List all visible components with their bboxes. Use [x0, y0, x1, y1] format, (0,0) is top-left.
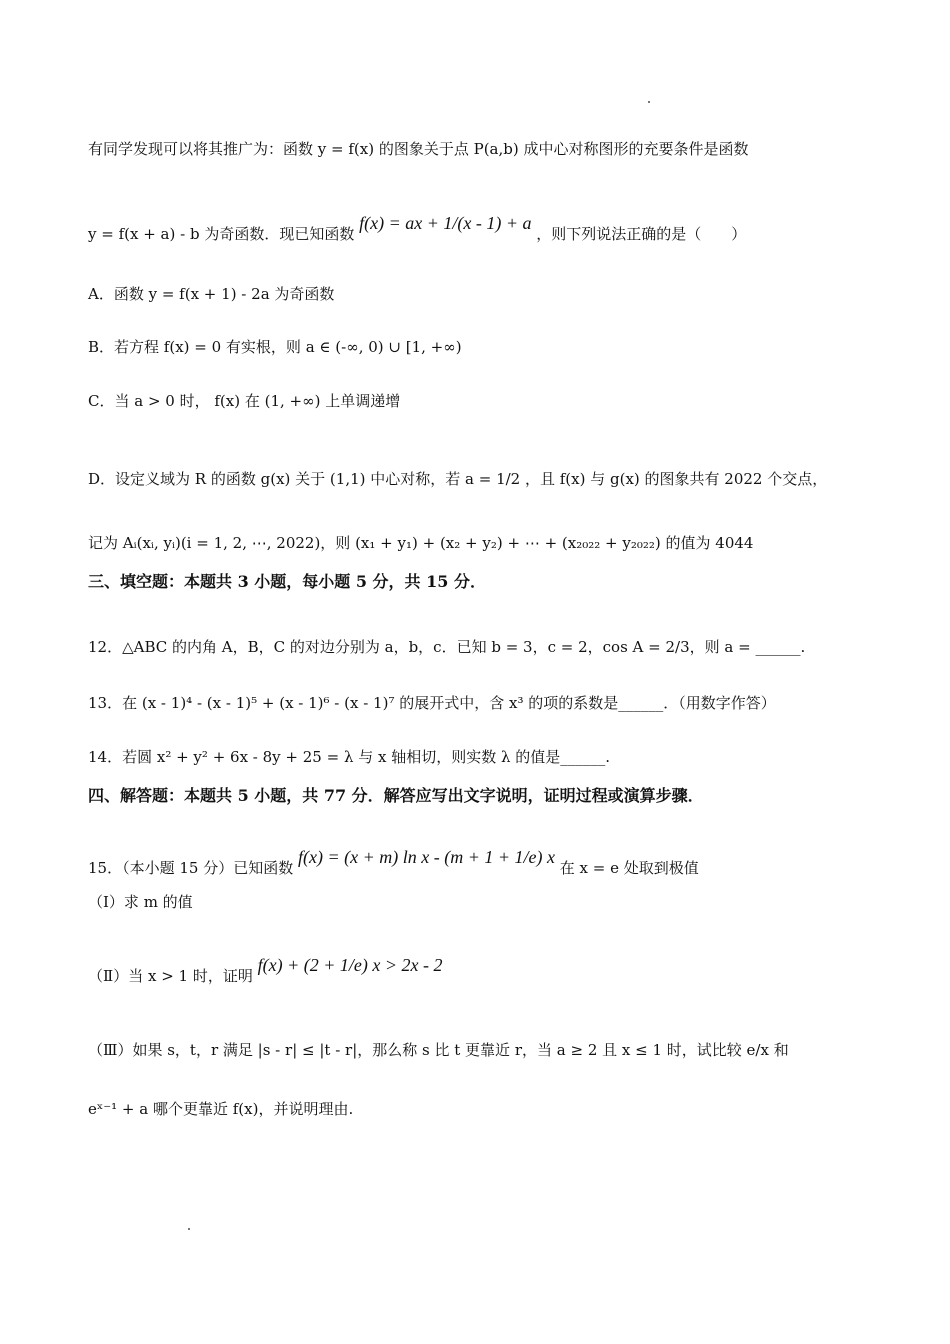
- section-heading-fill-blank: 三、填空题：本题共 3 小题，每小题 5 分，共 15 分．: [88, 572, 486, 591]
- option-d-line-2: 记为 Aᵢ(xᵢ, yᵢ)(i = 1, 2, ⋯, 2022)，则 (x₁ + y₁) + (x₂ + y₂) + ⋯ + (x₂₀₂₂ + y₂₀₂₂) 的值为 4044: [88, 534, 754, 552]
- scan-dot: [648, 101, 650, 103]
- part-3-continued: eˣ⁻¹ + a 哪个更靠近 f(x)，并说明理由.: [88, 1100, 354, 1118]
- intro-line-2: [88, 213, 870, 245]
- question-14: 14．若圆 x² + y² + 6x - 8y + 25 = λ 与 x 轴相切，则实数 λ 的值是______.: [88, 748, 611, 766]
- intro-line-2c: ，则下列说法正确的是（ ）: [536, 225, 747, 243]
- option-d-line-1: D．设定义域为 R 的函数 g(x) 关于 (1,1) 中心对称，若 a = 1/2 ，且 f(x) 与 g(x) 的图象共有 2022 个交点，: [88, 470, 828, 488]
- function-definition: f(x) = ax + 1/(x - 1) + a: [359, 213, 532, 233]
- question-12: 12．△ABC 的内角 A，B，C 的对边分别为 a，b，c．已知 b = 3，c = 2，cos A = 2/3，则 a = ______.: [88, 638, 806, 656]
- question-15-suffix: 在 x = e 处取到极值: [559, 859, 699, 877]
- question-15: [88, 847, 870, 879]
- intro-line: 有同学发现可以将其推广为：函数 y = f(x) 的图象关于点 P(a,b) 成中心对称图形的充要条件是函数: [88, 140, 749, 158]
- scan-dot: [188, 1228, 190, 1230]
- section-heading-answer: 四、解答题：本题共 5 小题，共 77 分．解答应写出文字说明，证明过程或演算步骤．: [88, 786, 704, 805]
- part-2-inequality: f(x) + (2 + 1/e) x > 2x - 2: [257, 955, 443, 975]
- question-15-function: f(x) = (x + m) ln x - (m + 1 + 1/e) x: [298, 847, 555, 867]
- part-1: （Ⅰ）求 m 的值: [88, 893, 193, 911]
- part-3: （Ⅲ）如果 s，t，r 满足 |s - r| ≤ |t - r|，那么称 s 比 t 更靠近 r，当 a ≥ 2 且 x ≤ 1 时，试比较 e/x 和: [88, 1041, 789, 1059]
- question-15-prefix: 15．（本小题 15 分）已知函数: [88, 859, 294, 877]
- option-a: A．函数 y = f(x + 1) - 2a 为奇函数: [88, 285, 335, 303]
- option-c: C．当 a > 0 时， f(x) 在 (1, +∞) 上单调递增: [88, 392, 401, 410]
- question-13: 13．在 (x - 1)⁴ - (x - 1)⁵ + (x - 1)⁶ - (x - 1)⁷ 的展开式中，含 x³ 的项的系数是______．（用数字作答）: [88, 694, 776, 712]
- intro-line-2a: y = f(x + a) - b 为奇函数．现已知函数: [88, 225, 355, 243]
- option-b: B．若方程 f(x) = 0 有实根，则 a ∈ (-∞, 0) ∪ [1, +∞): [88, 338, 462, 356]
- part-2: [88, 955, 870, 987]
- part-2-prefix: （Ⅱ）当 x > 1 时，证明: [88, 967, 253, 985]
